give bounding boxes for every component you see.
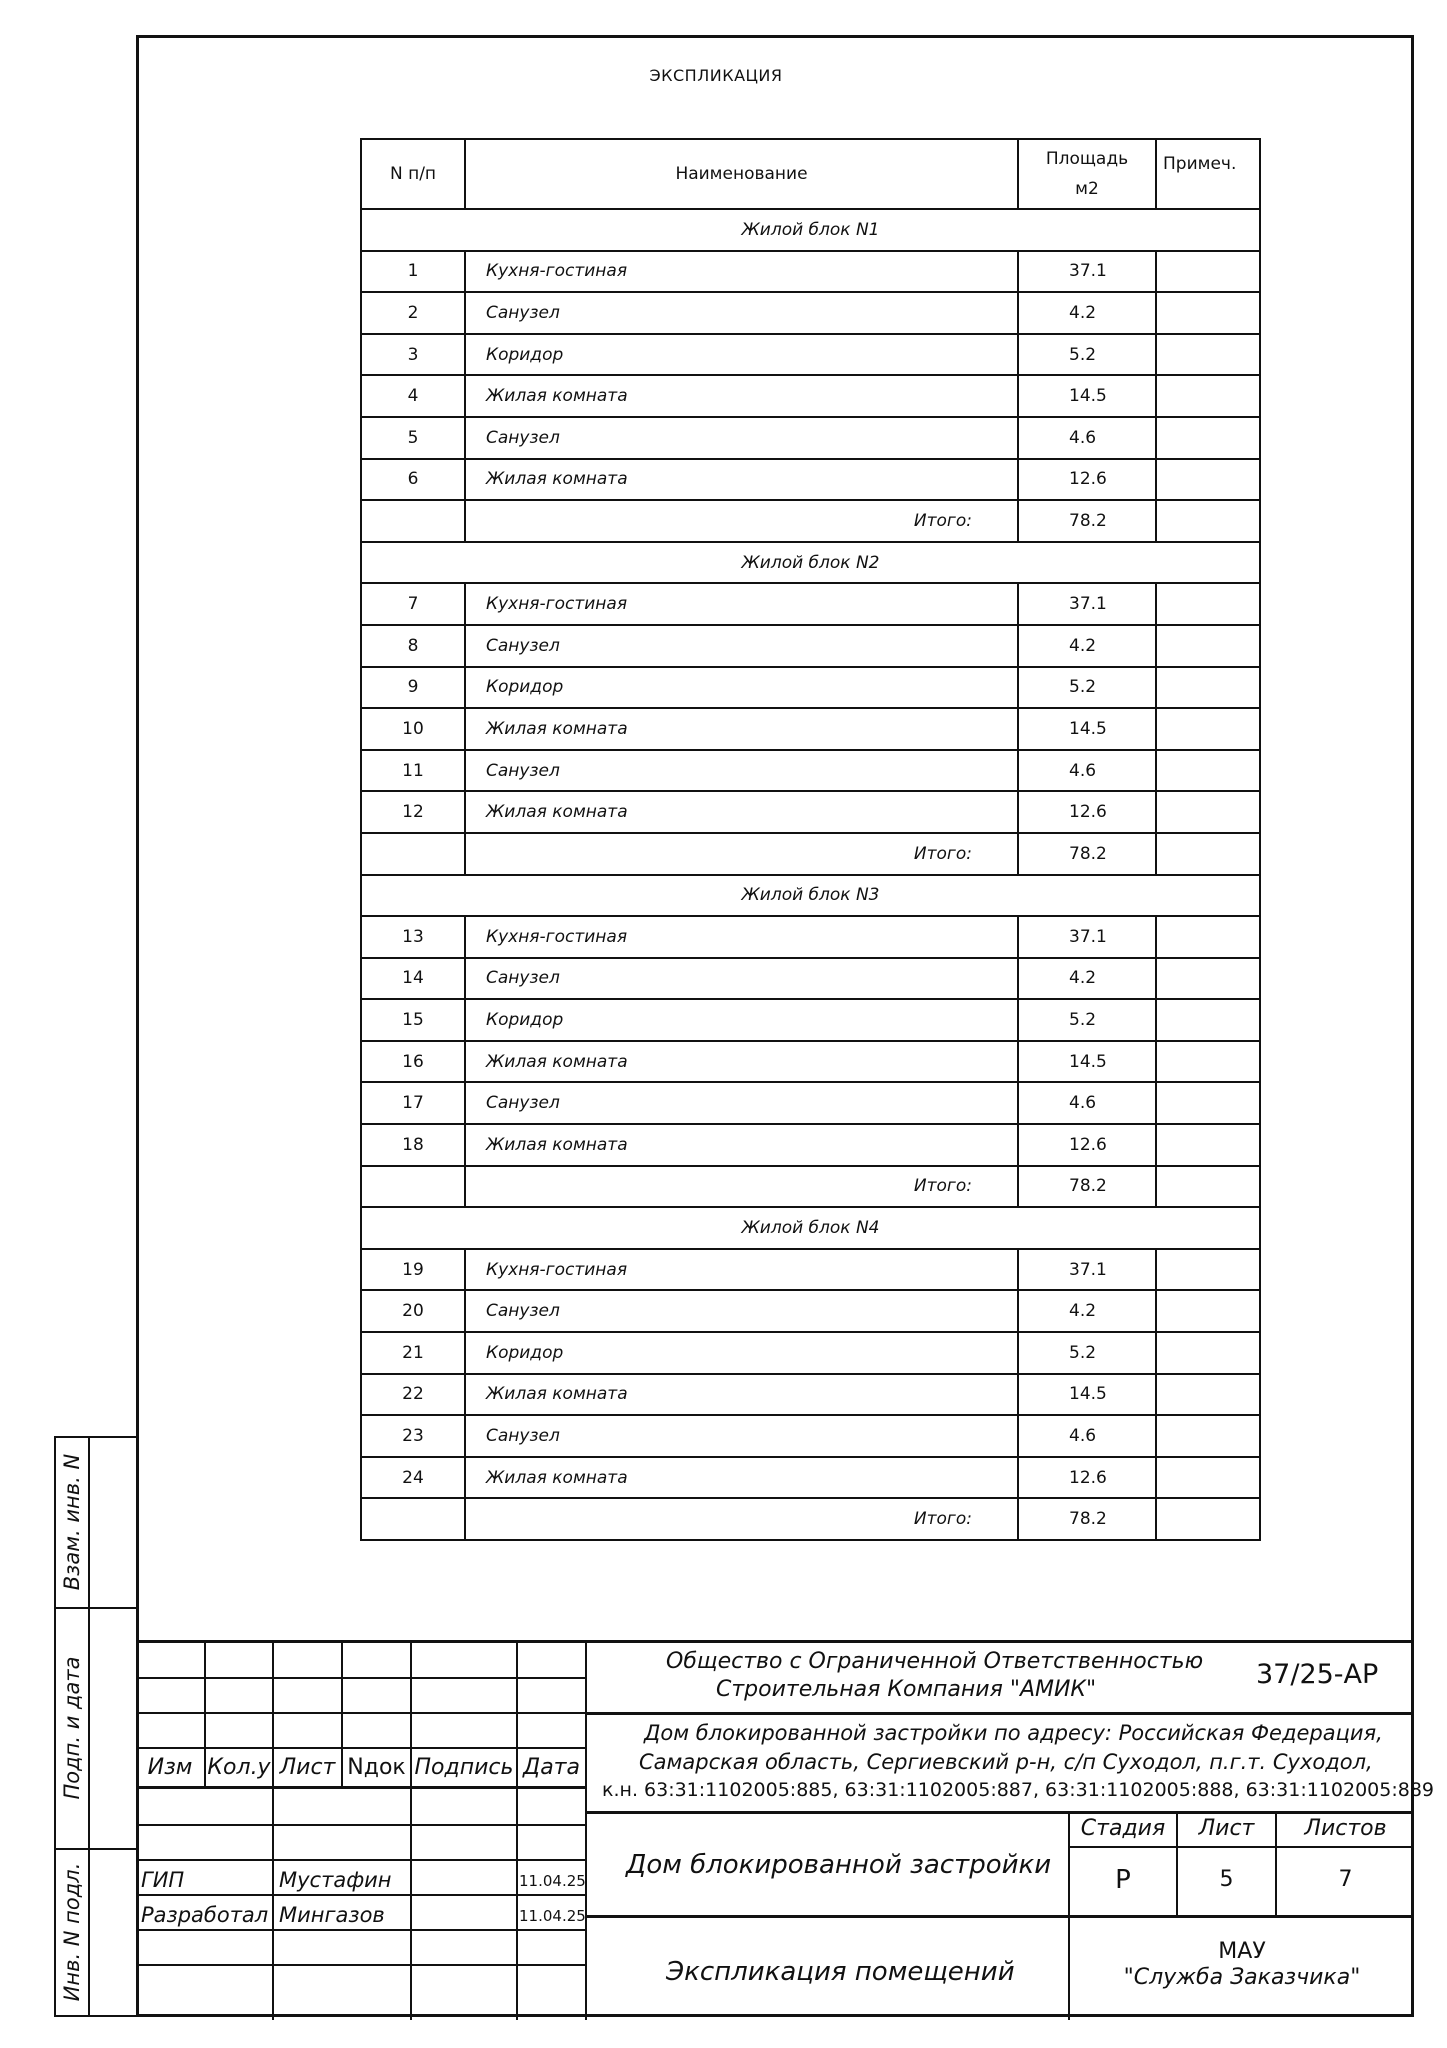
room-number: 5	[361, 417, 465, 459]
room-area: 4.6	[1018, 1082, 1156, 1124]
side-strip-podp-divider	[88, 1607, 90, 1850]
signature-date-gip: 11.04.25	[519, 1872, 586, 1890]
total-note	[1156, 833, 1260, 875]
room-note	[1156, 916, 1260, 958]
tb-line-r-h2	[585, 1811, 1414, 1814]
room-number: 4	[361, 375, 465, 417]
table-row	[361, 1332, 1260, 1374]
room-number: 9	[361, 667, 465, 709]
room-name: Санузел	[465, 1082, 1018, 1124]
room-name: Коридор	[465, 1332, 1018, 1374]
room-name: Жилая комната	[465, 1041, 1018, 1083]
total-empty	[361, 1166, 465, 1208]
project-line2: Самарская область, Сергиевский р-н, с/п Суходол, п.г.т. Суходол,	[639, 1750, 1373, 1774]
room-name: Санузел	[465, 417, 1018, 459]
stage-header: Стадия	[1080, 1816, 1166, 1841]
table-row	[361, 625, 1260, 667]
room-note	[1156, 667, 1260, 709]
table-row	[361, 292, 1260, 334]
stage-value: Р	[1115, 1865, 1131, 1895]
header-area-line2: м2	[1075, 179, 1099, 199]
signature-date-dev: 11.04.25	[519, 1907, 586, 1925]
room-area: 14.5	[1018, 1041, 1156, 1083]
client-line2: "Служба Заказчика"	[1123, 1965, 1361, 1990]
table-row	[361, 708, 1260, 750]
room-area: 12.6	[1018, 459, 1156, 501]
room-note	[1156, 1041, 1260, 1083]
room-note	[1156, 791, 1260, 833]
room-note	[1156, 708, 1260, 750]
room-note	[1156, 375, 1260, 417]
room-area: 5.2	[1018, 999, 1156, 1041]
table-row	[361, 459, 1260, 501]
sheet-value: 5	[1219, 1867, 1234, 1892]
total-label: Итого:	[465, 1166, 1018, 1208]
room-note	[1156, 583, 1260, 625]
tb-line-h6	[136, 1859, 585, 1861]
tb-line-main-v	[585, 1643, 587, 2020]
tb-line-h3	[136, 1747, 585, 1749]
tb-line-r-h1	[585, 1712, 1414, 1715]
col-header-podpis: Подпись	[414, 1755, 514, 1780]
sheet-header: Лист	[1198, 1816, 1255, 1841]
signature-role-gip: ГИП	[141, 1868, 185, 1892]
tb-line-h5	[136, 1824, 585, 1826]
room-area: 12.6	[1018, 1457, 1156, 1499]
room-note	[1156, 1374, 1260, 1416]
total-row	[361, 1498, 1260, 1540]
room-note	[1156, 1332, 1260, 1374]
tb-line-h9	[136, 1964, 585, 1966]
group-header-row	[361, 1207, 1260, 1249]
room-number: 15	[361, 999, 465, 1041]
total-label: Итого:	[465, 500, 1018, 542]
table-row	[361, 1249, 1260, 1291]
room-number: 21	[361, 1332, 465, 1374]
table-row	[361, 1415, 1260, 1457]
room-number: 11	[361, 750, 465, 792]
room-name: Санузел	[465, 625, 1018, 667]
group-title: Жилой блок N1	[361, 209, 1260, 251]
room-area: 4.6	[1018, 417, 1156, 459]
total-row	[361, 500, 1260, 542]
tb-line-h1	[136, 1677, 585, 1679]
side-label-vzam: Взам. инв. N	[60, 1453, 84, 1591]
table-header-row	[361, 139, 1260, 209]
room-area: 4.2	[1018, 625, 1156, 667]
table-row	[361, 1457, 1260, 1499]
table-row	[361, 334, 1260, 376]
total-value: 78.2	[1018, 1498, 1156, 1540]
room-area: 12.6	[1018, 791, 1156, 833]
room-note	[1156, 1124, 1260, 1166]
doc-code: 37/25-АР	[1256, 1659, 1379, 1690]
signature-name-gip: Мустафин	[279, 1868, 392, 1892]
table-row	[361, 791, 1260, 833]
room-note	[1156, 999, 1260, 1041]
room-name: Санузел	[465, 750, 1018, 792]
room-note	[1156, 750, 1260, 792]
table-body	[361, 209, 1260, 1540]
room-area: 5.2	[1018, 667, 1156, 709]
room-number: 13	[361, 916, 465, 958]
signature-name-dev: Мингазов	[279, 1903, 385, 1927]
room-number: 20	[361, 1290, 465, 1332]
total-label: Итого:	[465, 833, 1018, 875]
client-line1: МАУ	[1218, 1939, 1266, 1964]
room-number: 7	[361, 583, 465, 625]
col-header-list: Лист	[279, 1755, 336, 1780]
table-row	[361, 1290, 1260, 1332]
side-strip-inv-divider	[88, 1848, 90, 2017]
col-header-data: Дата	[523, 1755, 580, 1780]
header-area	[1018, 139, 1156, 209]
total-label: Итого:	[465, 1498, 1018, 1540]
room-note	[1156, 417, 1260, 459]
group-title: Жилой блок N4	[361, 1207, 1260, 1249]
room-number: 22	[361, 1374, 465, 1416]
table-row	[361, 1082, 1260, 1124]
room-number: 19	[361, 1249, 465, 1291]
room-name: Кухня-гостиная	[465, 583, 1018, 625]
room-name: Жилая комната	[465, 791, 1018, 833]
room-note	[1156, 1290, 1260, 1332]
room-area: 4.2	[1018, 958, 1156, 1000]
room-number: 18	[361, 1124, 465, 1166]
room-note	[1156, 1249, 1260, 1291]
total-empty	[361, 1498, 465, 1540]
total-note	[1156, 1498, 1260, 1540]
signature-role-dev: Разработал	[141, 1903, 269, 1927]
tb-line-h4	[136, 1786, 585, 1789]
table-row	[361, 375, 1260, 417]
room-area: 37.1	[1018, 1249, 1156, 1291]
project-line1: Дом блокированной застройки по адресу: Российская Федерация,	[644, 1721, 1383, 1745]
room-name: Жилая комната	[465, 1457, 1018, 1499]
room-number: 1	[361, 251, 465, 293]
group-title: Жилой блок N3	[361, 875, 1260, 917]
room-name: Санузел	[465, 1415, 1018, 1457]
header-note: Примеч.	[1156, 139, 1260, 209]
room-area: 14.5	[1018, 1374, 1156, 1416]
room-name: Жилая комната	[465, 1374, 1018, 1416]
room-number: 17	[361, 1082, 465, 1124]
tb-line-h7	[136, 1894, 585, 1896]
room-name: Санузел	[465, 1290, 1018, 1332]
room-number: 16	[361, 1041, 465, 1083]
table-row	[361, 1124, 1260, 1166]
room-area: 14.5	[1018, 375, 1156, 417]
group-header-row	[361, 209, 1260, 251]
room-name: Кухня-гостиная	[465, 251, 1018, 293]
room-name: Кухня-гостиная	[465, 916, 1018, 958]
room-area: 37.1	[1018, 251, 1156, 293]
room-name: Коридор	[465, 334, 1018, 376]
group-header-row	[361, 875, 1260, 917]
side-strip-vzam-divider	[88, 1436, 90, 1609]
room-note	[1156, 1415, 1260, 1457]
room-note	[1156, 1082, 1260, 1124]
room-note	[1156, 251, 1260, 293]
room-number: 3	[361, 334, 465, 376]
room-note	[1156, 459, 1260, 501]
title-block	[136, 1640, 1435, 2017]
tb-line-r-h4	[585, 1915, 1414, 1918]
room-note	[1156, 1457, 1260, 1499]
sheets-value: 7	[1338, 1867, 1353, 1892]
room-number: 10	[361, 708, 465, 750]
tb-line-h2	[136, 1712, 585, 1714]
room-name: Жилая комната	[465, 375, 1018, 417]
room-number: 6	[361, 459, 465, 501]
room-area: 14.5	[1018, 708, 1156, 750]
sheet-name: Экспликация помещений	[666, 1957, 1015, 1987]
side-label-inv: Инв. N подл.	[60, 1862, 84, 2002]
tb-line-h8	[136, 1929, 585, 1931]
room-name: Кухня-гостиная	[465, 1249, 1018, 1291]
table-row	[361, 583, 1260, 625]
room-area: 37.1	[1018, 583, 1156, 625]
room-number: 14	[361, 958, 465, 1000]
col-header-ndok: Nдок	[347, 1755, 406, 1780]
room-area: 12.6	[1018, 1124, 1156, 1166]
total-note	[1156, 1166, 1260, 1208]
total-value: 78.2	[1018, 833, 1156, 875]
organization-line2: Строительная Компания "АМИК"	[716, 1677, 1097, 1702]
total-empty	[361, 833, 465, 875]
room-area: 4.6	[1018, 750, 1156, 792]
header-area-line1: Площадь	[1045, 149, 1129, 169]
room-area: 37.1	[1018, 916, 1156, 958]
room-name: Санузел	[465, 292, 1018, 334]
col-header-izm: Изм	[147, 1755, 193, 1780]
side-label-podp: Подп. и дата	[60, 1656, 84, 1800]
room-number: 8	[361, 625, 465, 667]
table-row	[361, 667, 1260, 709]
organization-line1: Общество с Ограниченной Ответственностью	[666, 1649, 1204, 1674]
total-note	[1156, 500, 1260, 542]
room-number: 23	[361, 1415, 465, 1457]
room-note	[1156, 334, 1260, 376]
group-header-row	[361, 542, 1260, 584]
building-name: Дом блокированной застройки	[626, 1850, 1052, 1880]
project-line3: к.н. 63:31:1102005:885, 63:31:1102005:887, 63:31:1102005:888, 63:31:1102005:889	[602, 1779, 1435, 1801]
table-row	[361, 999, 1260, 1041]
total-value: 78.2	[1018, 500, 1156, 542]
group-title: Жилой блок N2	[361, 542, 1260, 584]
room-number: 2	[361, 292, 465, 334]
total-row	[361, 1166, 1260, 1208]
total-value: 78.2	[1018, 1166, 1156, 1208]
room-name: Жилая комната	[465, 1124, 1018, 1166]
room-area: 4.2	[1018, 1290, 1156, 1332]
room-name: Жилая комната	[465, 459, 1018, 501]
total-empty	[361, 500, 465, 542]
table-row	[361, 1374, 1260, 1416]
room-name: Санузел	[465, 958, 1018, 1000]
explication-table	[360, 138, 1261, 1541]
col-header-kolu: Кол.у	[207, 1755, 271, 1780]
header-num: N п/п	[361, 139, 465, 209]
sheets-header: Листов	[1304, 1816, 1387, 1841]
room-area: 4.2	[1018, 292, 1156, 334]
table-row	[361, 750, 1260, 792]
room-name: Жилая комната	[465, 708, 1018, 750]
tb-line-r-h3	[1068, 1846, 1414, 1848]
room-name: Коридор	[465, 999, 1018, 1041]
room-number: 12	[361, 791, 465, 833]
room-name: Коридор	[465, 667, 1018, 709]
room-note	[1156, 625, 1260, 667]
room-area: 5.2	[1018, 334, 1156, 376]
table-row	[361, 417, 1260, 459]
room-area: 5.2	[1018, 1332, 1156, 1374]
room-number: 24	[361, 1457, 465, 1499]
total-row	[361, 833, 1260, 875]
table-row	[361, 958, 1260, 1000]
document-title: ЭКСПЛИКАЦИЯ	[649, 66, 783, 85]
header-name: Наименование	[465, 139, 1018, 209]
table-row	[361, 251, 1260, 293]
table-row	[361, 1041, 1260, 1083]
room-note	[1156, 958, 1260, 1000]
table-row	[361, 916, 1260, 958]
room-area: 4.6	[1018, 1415, 1156, 1457]
room-note	[1156, 292, 1260, 334]
